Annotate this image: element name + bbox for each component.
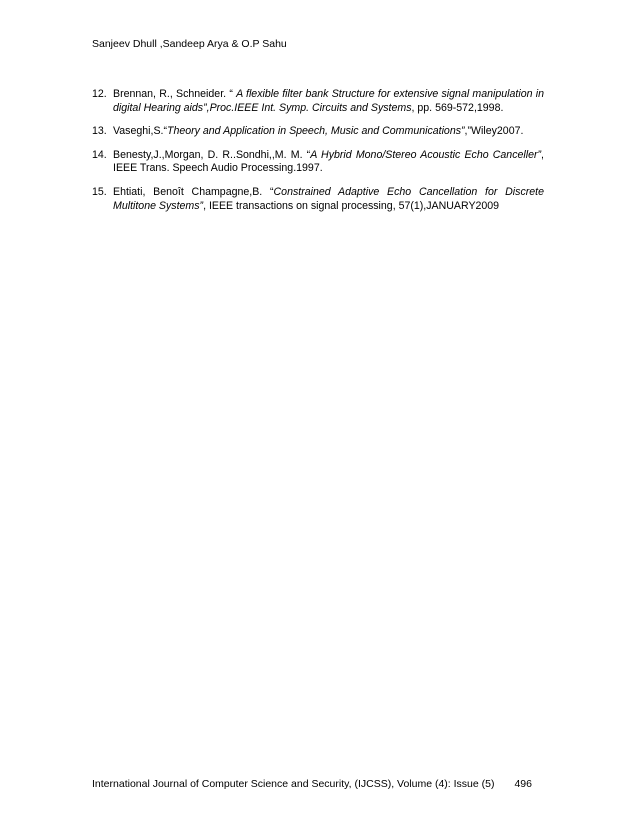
reference-title-text: A flexible filter bank Structure for extensive signal manipulation in (236, 88, 544, 100)
reference-title-text: digital Hearing aids”,Proc.IEEE Int. Symp. Circuits and Systems (113, 101, 412, 114)
reference-title-text: Multitone Systems” (113, 199, 204, 212)
reference-entry (92, 149, 544, 176)
reference-line (113, 102, 544, 116)
reference-line (113, 162, 544, 176)
reference-text: IEEE Trans. Speech Audio Processing.1997. (113, 162, 323, 175)
reference-list (92, 88, 544, 223)
reference-line (113, 200, 544, 214)
running-header-authors: Sanjeev Dhull ,Sandeep Arya & O.P Sahu (92, 38, 287, 50)
reference-text: Brennan, R., Schneider. “ (113, 88, 237, 100)
reference-number: 15. (92, 185, 107, 198)
reference-line (113, 186, 544, 200)
page-number: 496 (514, 778, 532, 790)
reference-text: , IEEE transactions on signal processing, 57(1),JANUARY2009 (203, 199, 500, 212)
reference-number: 13. (92, 125, 107, 138)
reference-number: 14. (92, 148, 107, 161)
reference-text: Benesty,J.,Morgan, D. R..Sondhi,,M. M. “ (113, 148, 311, 161)
reference-line (113, 125, 544, 139)
reference-number: 12. (92, 88, 107, 100)
reference-entry (92, 88, 544, 115)
reference-entry (92, 186, 544, 213)
reference-line (113, 88, 544, 102)
reference-text: Ehtiati, Benoît Champagne,B. “ (113, 185, 274, 198)
reference-text: , pp. 569-572,1998. (411, 101, 504, 114)
page-footer (92, 778, 544, 791)
reference-line (113, 149, 544, 163)
reference-text: , (541, 148, 544, 161)
reference-title-text: Constrained Adaptive Echo Cancellation for Discrete (273, 185, 544, 198)
reference-text: ,”Wiley2007. (464, 125, 524, 138)
reference-text: Vaseghi,S.“ (113, 125, 167, 138)
reference-entry (92, 125, 544, 139)
footer-journal-citation: International Journal of Computer Science and Security, (IJCSS), Volume (4): Issue (5) (92, 778, 495, 790)
reference-title-text: A Hybrid Mono/Stereo Acoustic Echo Canceller” (310, 148, 542, 161)
reference-title-text: Theory and Application in Speech, Music and Communications” (166, 125, 465, 138)
